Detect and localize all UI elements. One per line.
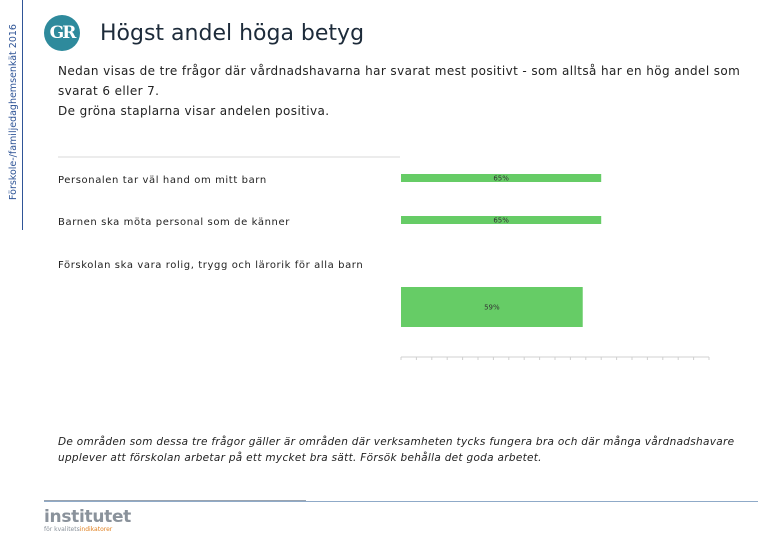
footer-divider	[44, 501, 758, 502]
brand-sub-prefix: för kvalitets	[44, 526, 80, 533]
conclusion-text	[58, 434, 758, 466]
page-title: Högst andel höga betyg	[100, 21, 365, 46]
institutet-logo	[44, 508, 131, 534]
footer-divider-accent	[44, 500, 306, 501]
data-label: 65%	[493, 216, 509, 225]
data-label: 59%	[484, 303, 500, 312]
brand-name: institutet	[44, 507, 132, 527]
intro-line: Nedan visas de tre frågor där vårdnadshavarna har svarat mest positivt - som alltså har en hög andel som	[58, 64, 741, 78]
conclusion-line: upplever att förskolan arbetar på ett mycket bra sätt. Försök behålla det goda arbetet.	[58, 452, 542, 464]
data-label: 65%	[493, 174, 509, 183]
intro-line: De gröna staplarna visar andelen positiva.	[58, 104, 330, 118]
category-label: Förskolan ska vara rolig, trygg och lärorik för alla barn	[58, 260, 364, 271]
intro-line: svarat 6 eller 7.	[58, 84, 160, 98]
gr-logo: GR	[44, 15, 80, 51]
category-label: Barnen ska möta personal som de känner	[58, 217, 290, 228]
brand-subtitle	[44, 526, 131, 534]
brand-sub-accent: indikatorer	[79, 526, 113, 533]
survey-side-label: Förskole-/familjedaghemsenkät 2016	[8, 24, 19, 200]
conclusion-line: De områden som dessa tre frågor gäller är områden där verksamheten tycks fungera bra och där många vårdnadshavare	[58, 436, 735, 448]
category-label: Personalen tar väl hand om mitt barn	[58, 175, 267, 186]
